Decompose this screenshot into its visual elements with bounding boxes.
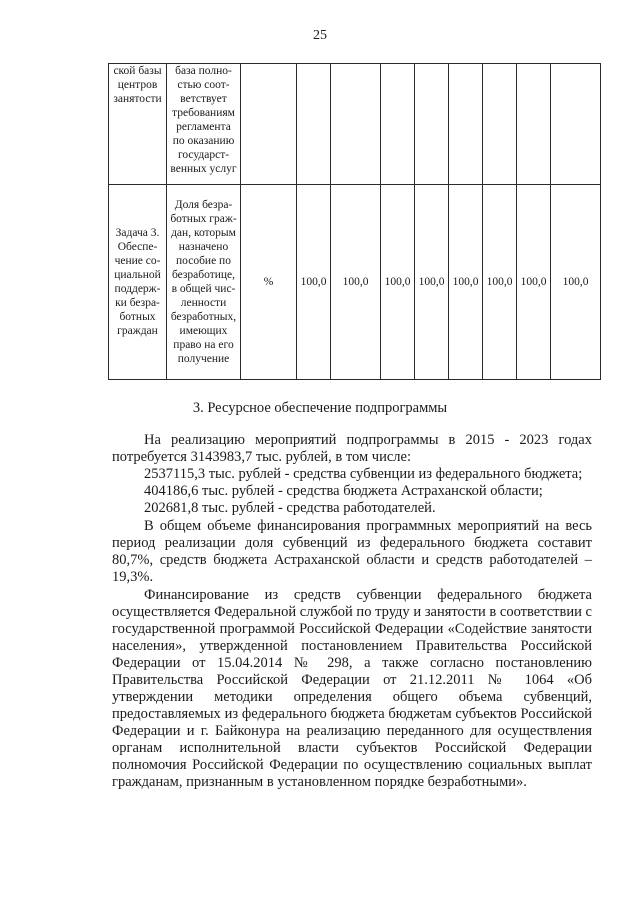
section-heading: 3. Ресурсное обеспечение подпрограммы [192, 400, 448, 416]
paragraph-funding: На реализацию мероприятий подпрограммы в 2015 - 2023 годах потребуется 3143983,7 тыс. рублей, в том числе: [112, 432, 592, 465]
value-cell: 100,0 [381, 185, 415, 380]
indicator-cell: база полно- стью соот- ветствует требованиям регламента по оказанию государст- венных услуг [167, 64, 241, 185]
paragraph-financing: Финансирование из средств субвенции федерального бюджета осуществляется Федеральной службой по труду и занятости в соответствии с государственной программой Российской Федерации «Содействие занятости населения», утвержденной постановлением Правительства Российской Федерации от 15.04.2014 № 298, а также согласно постановлению Правительства Российской Федерации от 21.12.2011 № 1064 «Об утверждении методики определения общего объема субвенций, предоставляемых из федерального бюджета бюджетам субъектов Российской Федерации и г. Байконура на реализацию переданного для осуществления органам исполнительной власти субъектов Российской Федерации полномочия Российской Федерации по осуществлению социальных выплат гражданам, признанным в установленном порядке безработными». [112, 587, 592, 790]
value-cell: 100,0 [297, 185, 331, 380]
value-cell [517, 64, 551, 185]
value-cell [551, 64, 601, 185]
value-cell [297, 64, 331, 185]
task-cell: ской базы центров занятости [109, 64, 167, 185]
indicators-table [108, 63, 601, 380]
value-cell: 100,0 [551, 185, 601, 380]
value-cell [331, 64, 381, 185]
unit-cell: % [241, 185, 297, 380]
value-cell [381, 64, 415, 185]
list-item: 2537115,3 тыс. рублей - средства субвенции из федерального бюджета; [144, 466, 583, 482]
list-item: 404186,6 тыс. рублей - средства бюджета Астраханской области; [144, 483, 543, 499]
table-row [109, 64, 601, 185]
value-cell: 100,0 [415, 185, 449, 380]
page-number: 25 [313, 28, 327, 43]
value-cell [449, 64, 483, 185]
value-cell: 100,0 [517, 185, 551, 380]
indicator-cell: Доля безра- ботных граж- дан, которым назначено пособие по безработице, в общей чис- ленности безработных, имеющих право на его получение [167, 185, 241, 380]
value-cell: 100,0 [483, 185, 517, 380]
value-cell: 100,0 [331, 185, 381, 380]
paragraph-shares: В общем объеме финансирования программных мероприятий на весь период реализации доля субвенций из федерального бюджета составит 80,7%, средств бюджета Астраханской области и средств работодателей – 19,3%. [112, 518, 592, 585]
task-cell: Задача 3. Обеспе- чение со- циальной поддерж- ки безра- ботных граждан [109, 185, 167, 380]
table-row [109, 185, 601, 380]
value-cell [415, 64, 449, 185]
value-cell: 100,0 [449, 185, 483, 380]
list-item: 202681,8 тыс. рублей - средства работодателей. [144, 500, 436, 516]
unit-cell [241, 64, 297, 185]
value-cell [483, 64, 517, 185]
funding-sources-list [112, 466, 592, 517]
